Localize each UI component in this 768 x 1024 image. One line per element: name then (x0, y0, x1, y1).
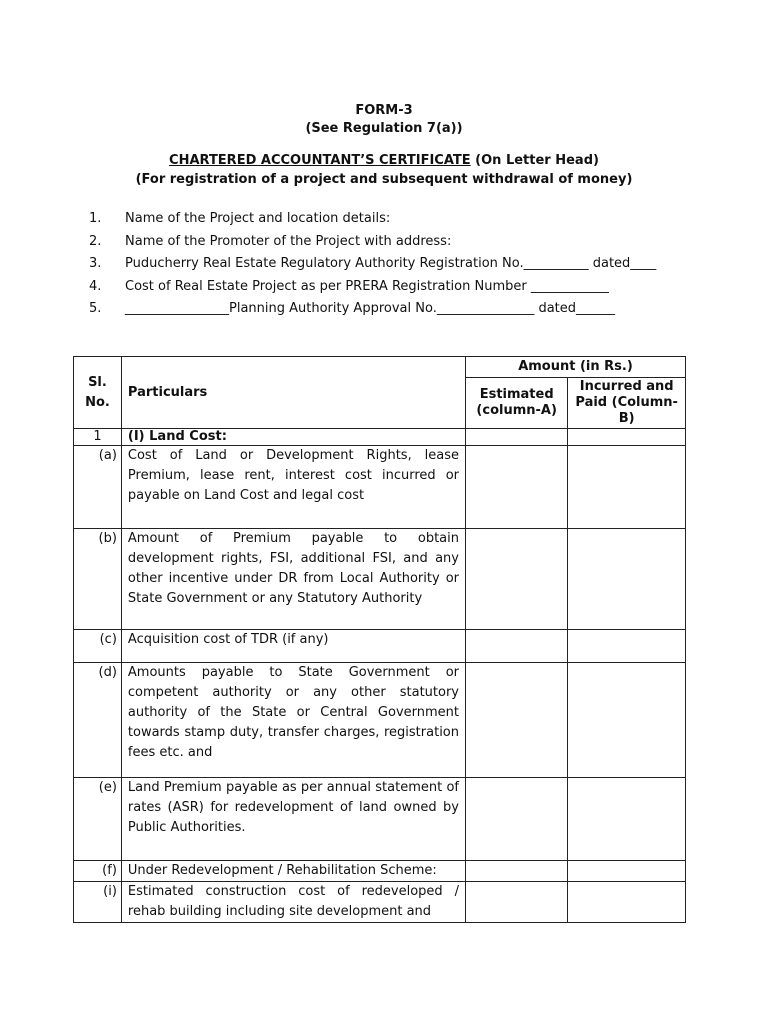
project-details-list (89, 209, 709, 322)
estimated-cell[interactable] (466, 429, 568, 446)
header-sl-no: Sl. No. (74, 357, 122, 429)
row-particulars: Amount of Premium payable to obtain development rights, FSI, additional FSI, and any other incentive under DR from Local Authority or State Government or any Statutory Authority (121, 529, 465, 630)
incurred-cell[interactable] (568, 446, 686, 529)
incurred-cell[interactable] (568, 529, 686, 630)
incurred-cell[interactable] (568, 663, 686, 778)
list-item (89, 254, 709, 277)
list-item-text: Puducherry Real Estate Regulatory Authority Registration No.__________ dated____ (125, 256, 657, 271)
estimated-cell[interactable] (466, 882, 568, 923)
estimated-cell[interactable] (466, 861, 568, 882)
row-sl: (b) (74, 529, 122, 630)
list-item-text: Cost of Real Estate Project as per PRERA Registration Number ____________ (125, 278, 609, 294)
list-item (89, 277, 709, 300)
row-sl: (e) (74, 778, 122, 861)
row-particulars: Acquisition cost of TDR (if any) (121, 630, 465, 663)
row-particulars: Amounts payable to State Government or competent authority or any other statutory authority of the State or Central Government towards stamp duty, transfer charges, registration fees etc. and (121, 663, 465, 778)
list-item-number: 1. (89, 211, 102, 226)
row-sl: (f) (74, 861, 122, 882)
row-sl: 1 (74, 429, 122, 446)
list-item (89, 232, 709, 255)
header-incurred: Incurred and Paid (Column-B) (568, 378, 686, 429)
row-particulars: Land Premium payable as per annual statement of rates (ASR) for redevelopment of land owned by Public Authorities. (121, 778, 465, 861)
row-particulars: (I) Land Cost: (121, 429, 465, 446)
form-title: FORM-3 (355, 103, 413, 118)
row-particulars: Estimated construction cost of redeveloped / rehab building including site development and (121, 882, 465, 923)
list-item-number: 5. (89, 301, 102, 316)
incurred-cell[interactable] (568, 630, 686, 663)
list-item-text: Name of the Project and location details: (125, 211, 391, 226)
header-amount: Amount (in Rs.) (466, 357, 686, 378)
row-sl: (a) (74, 446, 122, 529)
list-item-text: ________________Planning Authority Approval No._______________ dated______ (125, 301, 616, 316)
header-estimated: Estimated (column-A) (466, 378, 568, 429)
list-item (89, 209, 709, 232)
certificate-title (0, 153, 768, 168)
list-item-number: 2. (89, 233, 102, 249)
row-sl: (i) (74, 882, 122, 923)
list-item (89, 299, 709, 322)
estimated-cell[interactable] (466, 663, 568, 778)
certificate-subtitle: (For registration of a project and subsequent withdrawal of money) (135, 172, 633, 187)
estimated-cell[interactable] (466, 778, 568, 861)
row-sl: (d) (74, 663, 122, 778)
row-sl: (c) (74, 630, 122, 663)
estimated-cell[interactable] (466, 630, 568, 663)
incurred-cell[interactable] (568, 861, 686, 882)
header-particulars: Particulars (121, 357, 465, 429)
regulation-reference: (See Regulation 7(a)) (305, 121, 463, 136)
incurred-cell[interactable] (568, 882, 686, 923)
estimated-cell[interactable] (466, 446, 568, 529)
cost-table (73, 356, 686, 923)
list-item-number: 4. (89, 278, 102, 294)
incurred-cell[interactable] (568, 778, 686, 861)
certificate-title-underlined: CHARTERED ACCOUNTANT’S CERTIFICATE (169, 153, 471, 168)
row-particulars: Cost of Land or Development Rights, lease Premium, lease rent, interest cost incurred or payable on Land Cost and legal cost (121, 446, 465, 529)
row-particulars: Under Redevelopment / Rehabilitation Scheme: (121, 861, 465, 882)
incurred-cell[interactable] (568, 429, 686, 446)
estimated-cell[interactable] (466, 529, 568, 630)
certificate-title-suffix: (On Letter Head) (470, 153, 599, 168)
list-item-number: 3. (89, 256, 102, 271)
list-item-text: Name of the Promoter of the Project with address: (125, 233, 452, 249)
